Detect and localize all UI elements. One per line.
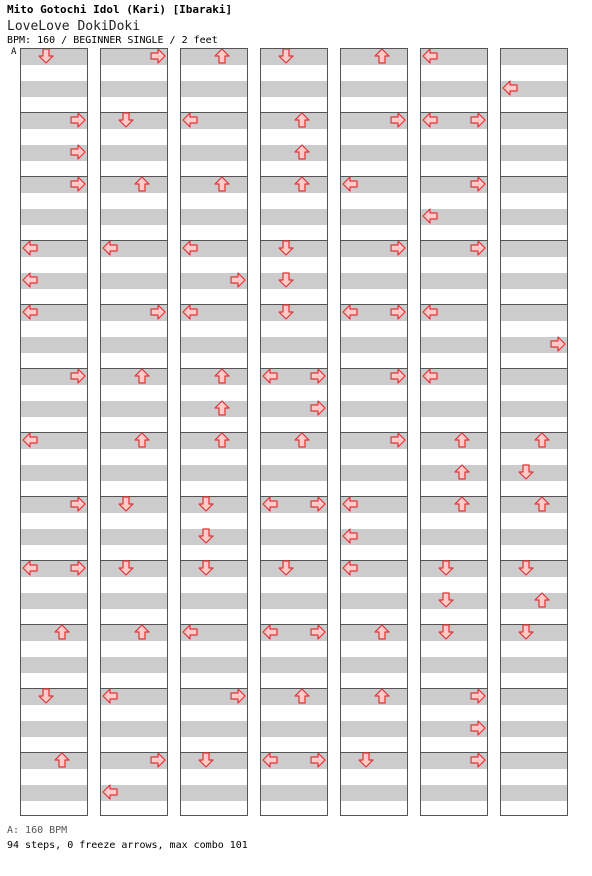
bpm-marker-label: A: [11, 47, 17, 57]
measure-line: [101, 496, 167, 497]
arrow-up-icon: [294, 688, 310, 704]
song-name: LoveLove DokiDoki: [7, 19, 141, 34]
arrow-up-icon: [454, 496, 470, 512]
arrow-up-icon: [454, 464, 470, 480]
arrow-right-icon: [310, 496, 326, 512]
arrow-down-icon: [118, 496, 134, 512]
arrow-down-icon: [38, 688, 54, 704]
arrow-down-icon: [518, 560, 534, 576]
arrow-left-icon: [102, 688, 118, 704]
arrow-down-icon: [358, 752, 374, 768]
arrow-down-icon: [38, 48, 54, 64]
arrow-down-icon: [278, 272, 294, 288]
arrow-right-icon: [390, 368, 406, 384]
arrow-up-icon: [374, 624, 390, 640]
measure-line: [21, 688, 87, 689]
arrow-up-icon: [294, 144, 310, 160]
chart-column: [20, 48, 88, 816]
arrow-left-icon: [342, 560, 358, 576]
arrow-left-icon: [422, 304, 438, 320]
arrow-up-icon: [214, 48, 230, 64]
arrow-right-icon: [150, 752, 166, 768]
arrow-right-icon: [230, 688, 246, 704]
arrow-left-icon: [182, 112, 198, 128]
arrow-left-icon: [502, 80, 518, 96]
chart-column: [340, 48, 408, 816]
arrow-up-icon: [214, 400, 230, 416]
arrow-up-icon: [54, 624, 70, 640]
arrow-down-icon: [118, 560, 134, 576]
arrow-right-icon: [470, 176, 486, 192]
arrow-up-icon: [294, 176, 310, 192]
arrow-left-icon: [262, 752, 278, 768]
arrow-right-icon: [390, 304, 406, 320]
arrow-left-icon: [22, 304, 38, 320]
arrow-right-icon: [310, 400, 326, 416]
arrow-left-icon: [262, 496, 278, 512]
arrow-right-icon: [470, 112, 486, 128]
arrow-right-icon: [70, 112, 86, 128]
measure-line: [501, 176, 567, 177]
arrow-up-icon: [534, 592, 550, 608]
arrow-left-icon: [262, 624, 278, 640]
arrow-up-icon: [534, 496, 550, 512]
arrow-right-icon: [310, 624, 326, 640]
arrow-left-icon: [342, 496, 358, 512]
arrow-right-icon: [470, 720, 486, 736]
arrow-up-icon: [214, 368, 230, 384]
arrow-left-icon: [182, 624, 198, 640]
measure-line: [421, 560, 487, 561]
arrow-up-icon: [214, 432, 230, 448]
arrow-down-icon: [518, 624, 534, 640]
arrow-right-icon: [310, 752, 326, 768]
arrow-down-icon: [438, 624, 454, 640]
arrow-left-icon: [22, 272, 38, 288]
arrow-left-icon: [22, 560, 38, 576]
arrow-left-icon: [102, 240, 118, 256]
arrow-right-icon: [470, 240, 486, 256]
arrow-left-icon: [342, 176, 358, 192]
measure-line: [181, 496, 247, 497]
measure-line: [101, 560, 167, 561]
bpm-legend: A: 160 BPM: [7, 825, 68, 836]
arrow-right-icon: [70, 144, 86, 160]
arrow-up-icon: [294, 432, 310, 448]
arrow-down-icon: [118, 112, 134, 128]
chart-info: BPM: 160 / BEGINNER SINGLE / 2 feet: [7, 35, 218, 46]
arrow-right-icon: [470, 752, 486, 768]
arrow-right-icon: [230, 272, 246, 288]
arrow-down-icon: [198, 528, 214, 544]
measure-line: [501, 240, 567, 241]
arrow-down-icon: [198, 560, 214, 576]
arrow-right-icon: [470, 688, 486, 704]
arrow-left-icon: [22, 240, 38, 256]
chart-stats: 94 steps, 0 freeze arrows, max combo 101: [7, 840, 248, 851]
measure-line: [341, 752, 407, 753]
arrow-right-icon: [70, 496, 86, 512]
arrow-down-icon: [438, 592, 454, 608]
measure-line: [181, 752, 247, 753]
arrow-up-icon: [134, 432, 150, 448]
arrow-up-icon: [294, 112, 310, 128]
chart-column: [260, 48, 328, 816]
measure-line: [261, 560, 327, 561]
chart-column: [500, 48, 568, 816]
arrow-left-icon: [182, 304, 198, 320]
arrow-up-icon: [134, 368, 150, 384]
arrow-left-icon: [422, 208, 438, 224]
arrow-left-icon: [422, 112, 438, 128]
measure-line: [181, 560, 247, 561]
arrow-left-icon: [342, 528, 358, 544]
measure-line: [501, 112, 567, 113]
arrow-right-icon: [150, 48, 166, 64]
arrow-up-icon: [374, 688, 390, 704]
arrow-left-icon: [422, 48, 438, 64]
chart-column: [420, 48, 488, 816]
arrow-down-icon: [198, 496, 214, 512]
chart-column: [100, 48, 168, 816]
measure-line: [261, 304, 327, 305]
arrow-right-icon: [390, 432, 406, 448]
arrow-left-icon: [262, 368, 278, 384]
arrow-down-icon: [278, 48, 294, 64]
arrow-up-icon: [214, 176, 230, 192]
measure-line: [501, 304, 567, 305]
arrow-down-icon: [278, 304, 294, 320]
arrow-up-icon: [374, 48, 390, 64]
arrow-up-icon: [454, 432, 470, 448]
measure-line: [101, 112, 167, 113]
arrow-up-icon: [54, 752, 70, 768]
arrow-right-icon: [70, 176, 86, 192]
arrow-right-icon: [550, 336, 566, 352]
measure-line: [501, 624, 567, 625]
arrow-down-icon: [198, 752, 214, 768]
arrow-right-icon: [310, 368, 326, 384]
arrow-down-icon: [278, 240, 294, 256]
arrow-left-icon: [182, 240, 198, 256]
arrow-down-icon: [518, 464, 534, 480]
arrow-right-icon: [70, 368, 86, 384]
arrow-down-icon: [278, 560, 294, 576]
arrow-right-icon: [390, 112, 406, 128]
measure-line: [501, 560, 567, 561]
chart-column: [180, 48, 248, 816]
arrow-up-icon: [134, 624, 150, 640]
arrow-left-icon: [102, 784, 118, 800]
arrow-up-icon: [134, 176, 150, 192]
arrow-left-icon: [22, 432, 38, 448]
arrow-down-icon: [438, 560, 454, 576]
measure-line: [501, 752, 567, 753]
arrow-up-icon: [534, 432, 550, 448]
arrow-left-icon: [422, 368, 438, 384]
measure-line: [501, 688, 567, 689]
measure-line: [421, 624, 487, 625]
arrow-right-icon: [70, 560, 86, 576]
measure-line: [261, 240, 327, 241]
measure-line: [501, 368, 567, 369]
arrow-left-icon: [342, 304, 358, 320]
arrow-right-icon: [150, 304, 166, 320]
chart-title: Mito Gotochi Idol (Kari) [Ibaraki]: [7, 3, 233, 16]
arrow-right-icon: [390, 240, 406, 256]
